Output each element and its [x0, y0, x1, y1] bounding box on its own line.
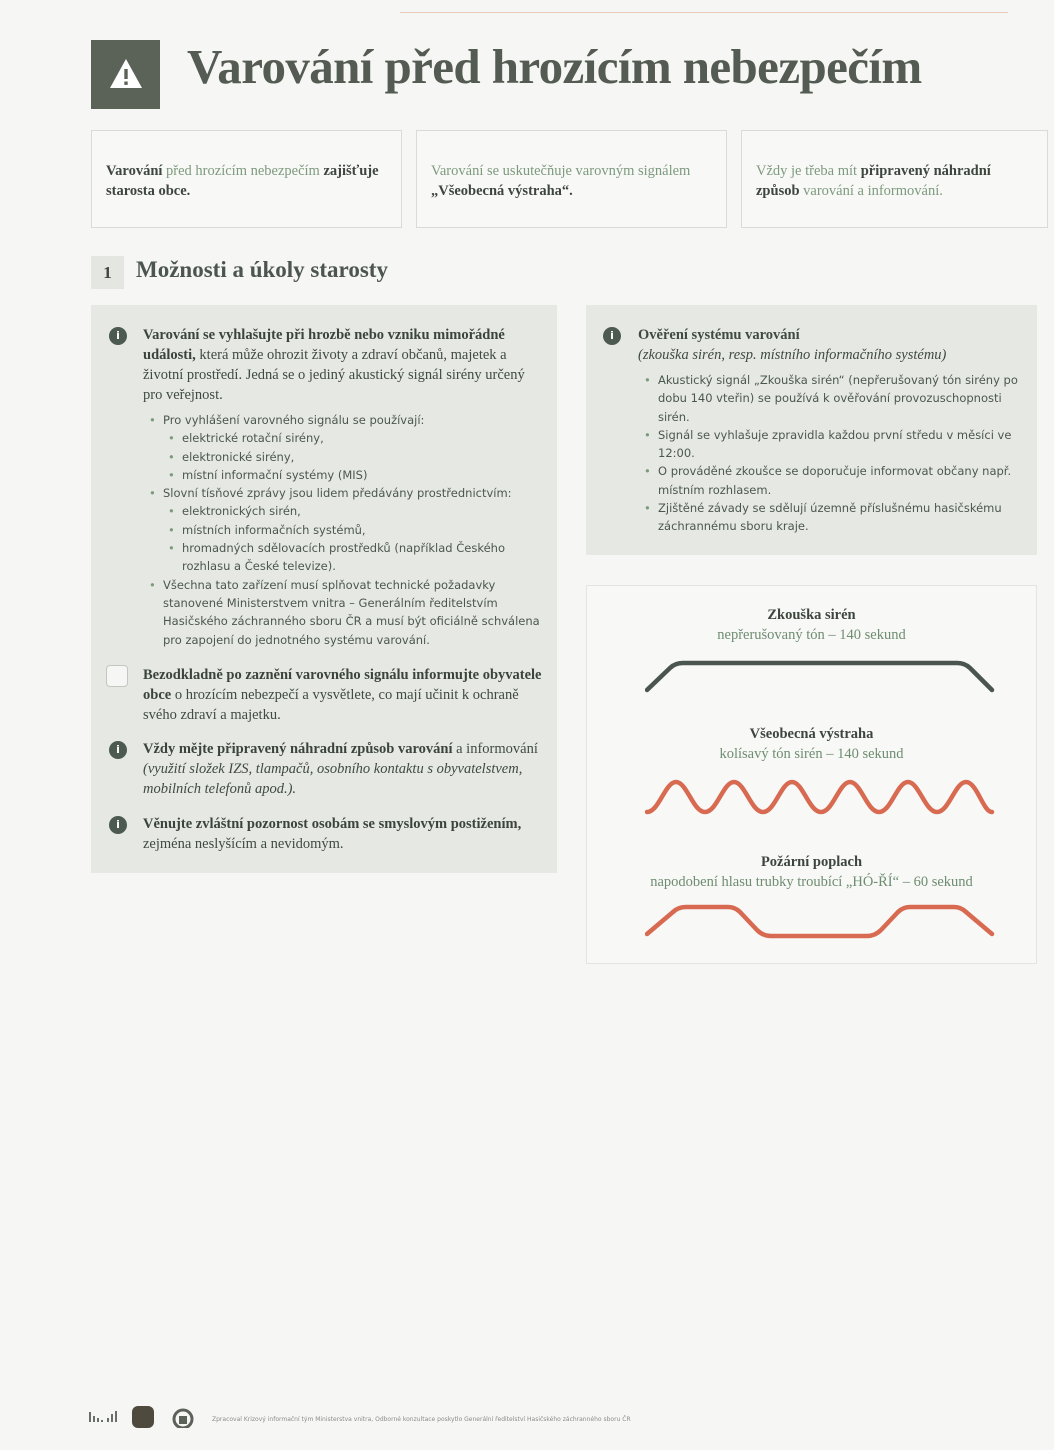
- system-test-title: Ověření systému varování (zkouška sirén, resp. místního informačního systému): [638, 327, 947, 363]
- warning-icon: [91, 40, 160, 109]
- inform-checkbox[interactable]: [106, 665, 128, 687]
- list-item: • Všechna tato zařízení musí splňovat technické požadavky stanovené Ministerstvem vnitra – Generálním ředitelstvím Hasičského záchranného sboru ČR a musí být oficiálně schválena pro zapojení do jednotného systému varování.: [149, 576, 549, 649]
- signal-name: Požární poplach: [760, 854, 863, 870]
- signal-description: napodobení hlasu trubky troubící „HÓ-ŘÍ“ – 60 sekund: [650, 874, 973, 890]
- page-title: Varování před hrozícím nebezpečím: [187, 39, 922, 94]
- footer-credits: Zpracoval Krizový informační tým Ministerstva vnitra, Odborné konzultace poskytlo Generální ředitelství Hasičského záchranného sboru ČR: [212, 1416, 631, 1423]
- system-test-panel: [586, 305, 1037, 555]
- signal-description: nepřerušovaný tón – 140 sekund: [717, 627, 906, 643]
- signal-name: Všeobecná výstraha: [749, 726, 874, 742]
- signal-name: Zkouška sirén: [767, 607, 856, 623]
- mayor-tasks-panel: [91, 305, 557, 873]
- list-item: • Pro vyhlášení varovného signálu se používají: • elektrické rotační sirény, • elektronické sirény, • místní informační systémy (MIS): [149, 411, 549, 484]
- fluctuating-tone-wave: [645, 774, 995, 820]
- task-backup-method: Vždy mějte připravený náhradní způsob varování a informování (využití složek IZS, tlampačů, osobního kontaktu s obyvatelstvem, mobilních telefonů apod.).: [143, 741, 538, 797]
- signal-description: kolísavý tón sirén – 140 sekund: [719, 746, 904, 762]
- list-item: • Slovní tísňové zprávy jsou lidem předávány prostřednictvím: • elektronických sirén, • místních informačních systémů, • hromadných sdělovacích prostředků (například Českého rozhlasu a České televize).: [149, 484, 549, 575]
- logo-icon: [88, 1410, 120, 1424]
- task-sensory-impaired: Věnujte zvláštní pozornost osobám se smyslovým postižením, zejména neslyšícím a nevidomým.: [143, 816, 522, 852]
- steady-tone-wave: [645, 654, 995, 694]
- section-number: 1: [91, 256, 124, 289]
- info-icon: i: [109, 816, 127, 834]
- task-declare-warning: Varování se vyhlašujte při hrozbě nebo vzniku mimořádné události, která může ohrozit životy a zdraví občanů, majetek a životní prostředí. Jedná se o jediný akustický signál sirény určený pro veřejnost.: [143, 327, 525, 403]
- list-item: • místních informačních systémů,: [168, 521, 549, 539]
- system-test-list: [644, 371, 1026, 536]
- info-icon: i: [603, 327, 621, 345]
- list-item: • elektronické sirény,: [168, 448, 549, 466]
- list-item: • Zjištěné závady se sdělují územně příslušnému hasičskému záchrannému sboru kraje.: [644, 499, 1026, 536]
- list-item: • Signál se vyhlašuje zpravidla každou první středu v měsíci ve 12:00.: [644, 426, 1026, 463]
- info-card-backup: Vždy je třeba mít připravený náhradní způsob varování a informování.: [741, 130, 1048, 228]
- top-rule: [400, 12, 1008, 13]
- ministry-logo-icon: [132, 1406, 154, 1428]
- list-item: • místní informační systémy (MIS): [168, 466, 549, 484]
- info-card-signal: Varování se uskutečňuje varovným signálem „Všeobecná výstraha“.: [416, 130, 727, 228]
- list-item: • elektronických sirén,: [168, 502, 549, 520]
- footer: [88, 1406, 1028, 1428]
- info-icon: i: [109, 741, 127, 759]
- info-icon: i: [109, 327, 127, 345]
- fire-alarm-wave: [645, 898, 995, 942]
- section-title: Možnosti a úkoly starosty: [136, 257, 388, 282]
- info-card-mayor: Varování před hrozícím nebezpečím zajišťuje starosta obce.: [91, 130, 402, 228]
- list-item: • O prováděné zkoušce se doporučuje informovat občany např. místním rozhlasem.: [644, 462, 1026, 499]
- warning-devices-list: [149, 411, 549, 649]
- list-item: • Akustický signál „Zkouška sirén“ (nepřerušovaný tón sirény po dobu 140 vteřin) se používá k ověřování provozuschopnosti sirén.: [644, 371, 1026, 426]
- task-inform-citizens: Bezodkladně po zaznění varovného signálu informujte obyvatele obce o hrozícím nebezpečí a vysvětlete, co mají učinit k ochraně svého zdraví a majetku.: [143, 667, 542, 723]
- list-item: • hromadných sdělovacích prostředků (například Českého rozhlasu a České televize).: [168, 539, 549, 576]
- page-header: [91, 40, 1021, 110]
- fire-service-logo-icon: [168, 1406, 198, 1428]
- list-item: • elektrické rotační sirény,: [168, 429, 549, 447]
- siren-signals-panel: [586, 585, 1037, 964]
